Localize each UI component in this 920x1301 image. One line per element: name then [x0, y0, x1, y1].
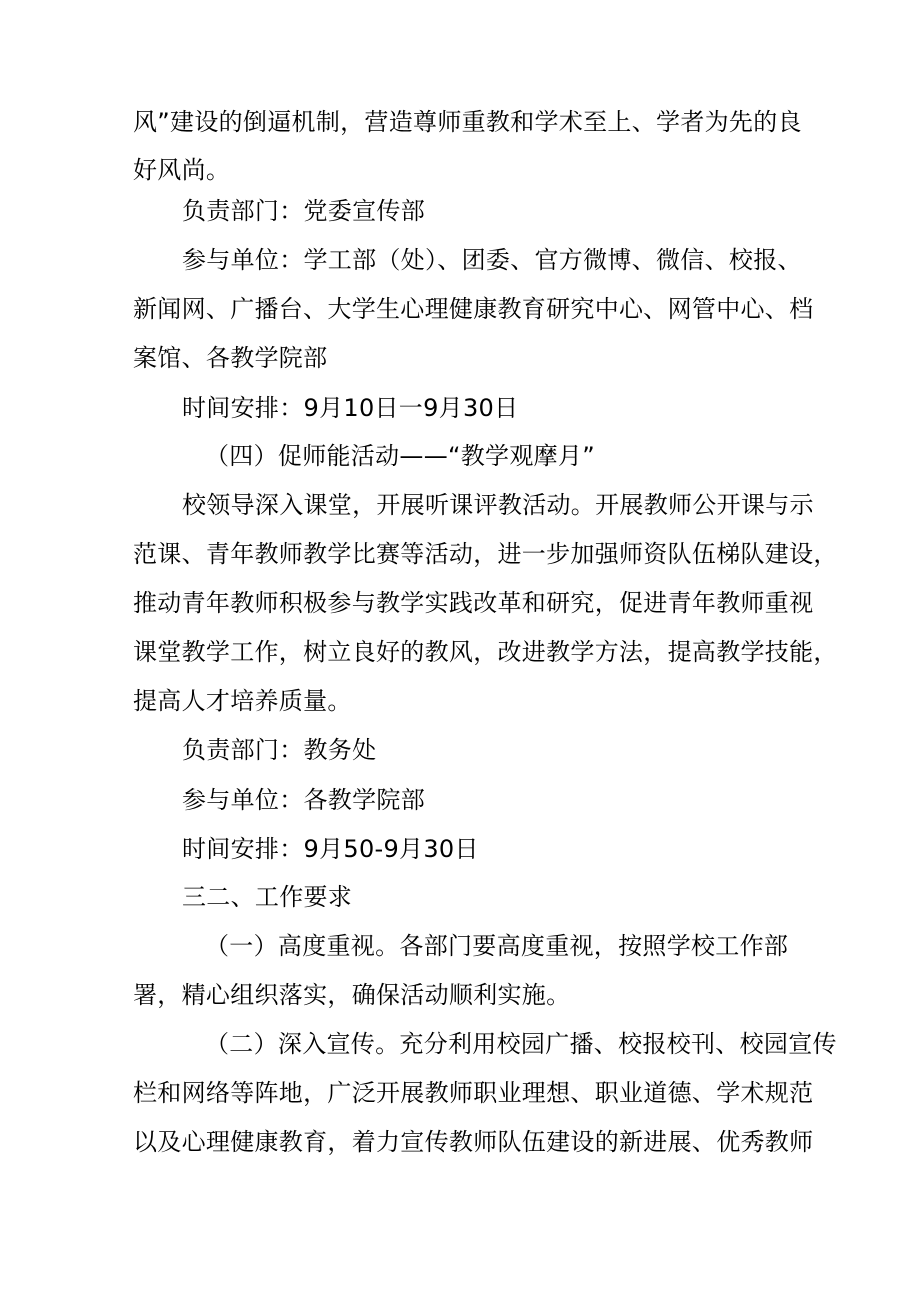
- section-heading: （四）促师能活动——“教学观摩月”: [205, 442, 595, 470]
- text-line: 提高人才培养质量。: [133, 687, 352, 715]
- text-line: 时间安排：9月10日一9月30日: [182, 394, 519, 422]
- text-line: 好风尚。: [133, 156, 231, 184]
- text-line: 署，精心组织落实，确保活动顺利实施。: [133, 981, 571, 1009]
- text-line: （一）高度重视。各部门要高度重视，按照学校工作部: [205, 932, 789, 960]
- section-heading: 三二、工作要求: [182, 883, 353, 911]
- text-line: 参与单位：学工部（处）、团委、官方微博、微信、校报、: [182, 246, 802, 274]
- text-line: 时间安排：9月50-9月30日: [182, 835, 479, 863]
- text-line: 风”建设的倒逼机制，营造尊师重教和学术至上、学者为先的良: [133, 108, 802, 136]
- text-line: 参与单位：各教学院部: [182, 786, 425, 814]
- text-line: 负责部门：教务处: [182, 736, 377, 764]
- text-line: 范课、青年教师教学比赛等活动，进一步加强师资队伍梯队建设，: [133, 540, 838, 568]
- text-line: 案馆、各教学院部: [133, 344, 328, 372]
- text-line: 课堂教学工作，树立良好的教风，改进教学方法，提高教学技能，: [133, 638, 838, 666]
- text-line: 负责部门：党委宣传部: [182, 197, 425, 225]
- text-line: 推动青年教师积极参与教学实践改革和研究，促进青年教师重视: [133, 589, 814, 617]
- text-line: 校领导深入课堂，开展听课评教活动。开展教师公开课与示: [182, 491, 814, 519]
- text-line: 新闻网、广播台、大学生心理健康教育研究中心、网管中心、档: [133, 295, 814, 323]
- text-line: 以及心理健康教育，着力宣传教师队伍建设的新进展、优秀教师: [133, 1128, 814, 1156]
- text-line: 栏和网络等阵地，广泛开展教师职业理想、职业道德、学术规范: [133, 1079, 814, 1107]
- text-line: （二）深入宣传。充分利用校园广播、校报校刊、校园宣传: [205, 1030, 837, 1058]
